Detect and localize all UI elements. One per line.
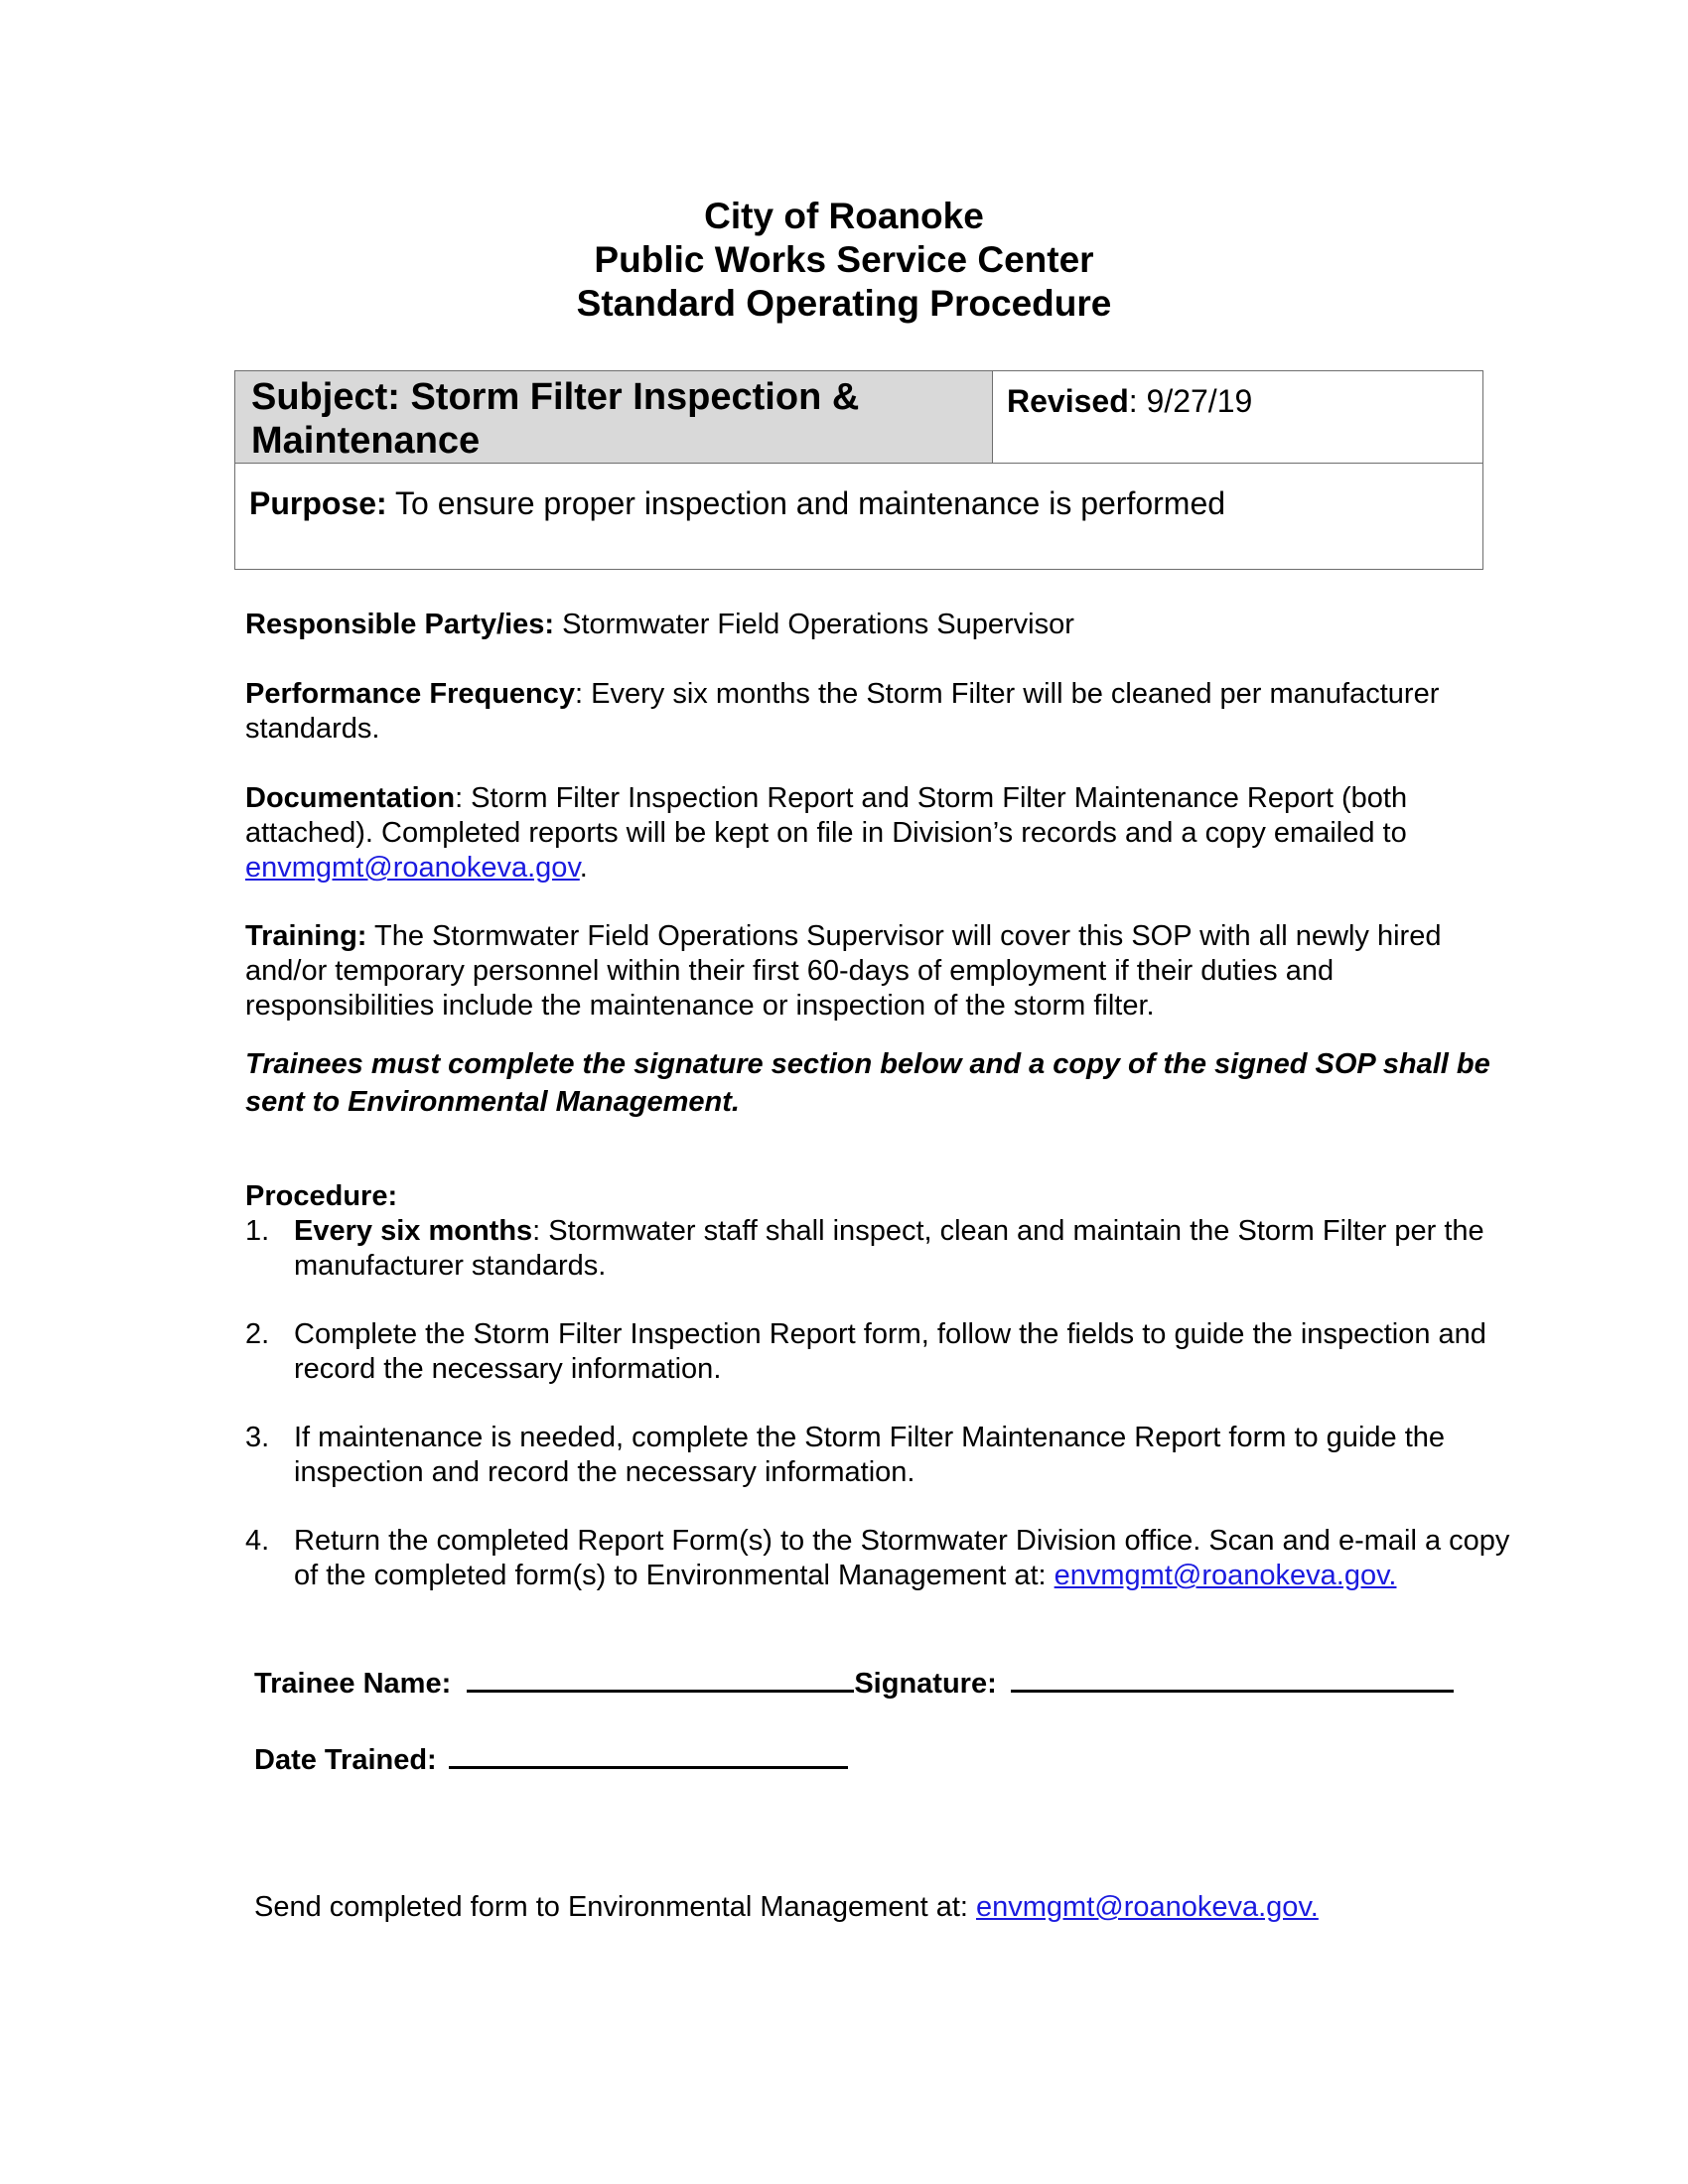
responsible-label: Responsible Party/ies: (245, 609, 555, 640)
step-number: 4. (245, 1525, 270, 1557)
documentation-period: . (579, 852, 588, 884)
trainee-note: Trainees must complete the signature section below and a copy of the signed SOP shall be sent to Environmental Management. (245, 1048, 1490, 1118)
training-label: Training: (245, 920, 367, 952)
step-1-bold: Every six months (294, 1215, 533, 1247)
performance-frequency-paragraph (245, 677, 1516, 747)
frequency-text: : Every six months the Storm Filter will be cleaned per manufacturer standards. (245, 678, 1440, 745)
trainee-name-label: Trainee Name: (254, 1668, 452, 1700)
signature-label: Signature: (854, 1668, 997, 1700)
documentation-label: Documentation (245, 782, 456, 814)
revised-date: : 9/27/19 (1128, 383, 1253, 419)
subject-line-1: Subject: Storm Filter Inspection & (251, 376, 860, 418)
training-paragraph (245, 919, 1516, 1024)
documentation-text: : Storm Filter Inspection Report and Storm Filter Maintenance Report (both attached). Completed reports will be kept on file in Division’s records and a copy emailed to (245, 782, 1408, 849)
heading-doc-type: Standard Operating Procedure (576, 283, 1112, 324)
documentation-paragraph (245, 781, 1516, 886)
trainee-name-row (254, 1660, 1454, 1701)
footer-text: Send completed form to Environmental Management at: (254, 1891, 976, 1923)
training-text: The Stormwater Field Operations Supervisor will cover this SOP with all newly hired and/or temporary personnel within their first 60-days of employment if their duties and responsibilities include the maintenance or inspection of the storm filter. (245, 920, 1442, 1022)
date-trained-line[interactable] (449, 1736, 848, 1769)
revised-cell (993, 371, 1483, 464)
step-4-email-link[interactable]: envmgmt@roanokeva.gov. (1054, 1560, 1397, 1591)
responsible-party-paragraph (245, 608, 1516, 642)
procedure-title-text: Procedure: (245, 1180, 398, 1212)
footer-email-link[interactable]: envmgmt@roanokeva.gov. (976, 1891, 1319, 1923)
step-3-text: If maintenance is needed, complete the Storm Filter Maintenance Report form to guide the inspection and record the necessary information. (294, 1422, 1446, 1488)
signature-line[interactable] (1011, 1660, 1454, 1693)
step-2-text: Complete the Storm Filter Inspection Report form, follow the fields to guide the inspection and record the necessary information. (294, 1318, 1486, 1385)
trainee-name-line[interactable] (467, 1660, 854, 1693)
document-heading (0, 195, 1688, 326)
revised-label: Revised (1007, 383, 1129, 419)
date-trained-row (254, 1736, 848, 1777)
procedure-title (245, 1179, 1516, 1214)
step-4-text: Return the completed Report Form(s) to the Stormwater Division office. Scan and e-mail a copy of the completed form(s) to Environmental Management at: (294, 1525, 1510, 1591)
step-number: 2. (245, 1318, 270, 1350)
subject-line-2: Maintenance (251, 420, 481, 462)
purpose-text: To ensure proper inspection and maintenance is performed (386, 485, 1226, 521)
date-trained-label: Date Trained: (254, 1744, 437, 1776)
purpose-cell (235, 464, 1483, 570)
heading-department: Public Works Service Center (594, 239, 1094, 280)
responsible-text: Stormwater Field Operations Supervisor (554, 609, 1074, 640)
subject-info-table (234, 370, 1483, 570)
purpose-label: Purpose: (249, 485, 387, 521)
step-number: 3. (245, 1422, 270, 1453)
step-number: 1. (245, 1215, 270, 1247)
subject-cell (235, 371, 993, 464)
frequency-label: Performance Frequency (245, 678, 576, 710)
heading-city: City of Roanoke (704, 196, 984, 236)
footer-note (254, 1891, 1319, 1924)
documentation-email-link[interactable]: envmgmt@roanokeva.gov (245, 852, 580, 884)
step-1-text: : Stormwater staff shall inspect, clean and maintain the Storm Filter per the manufacturer standards. (294, 1215, 1484, 1282)
